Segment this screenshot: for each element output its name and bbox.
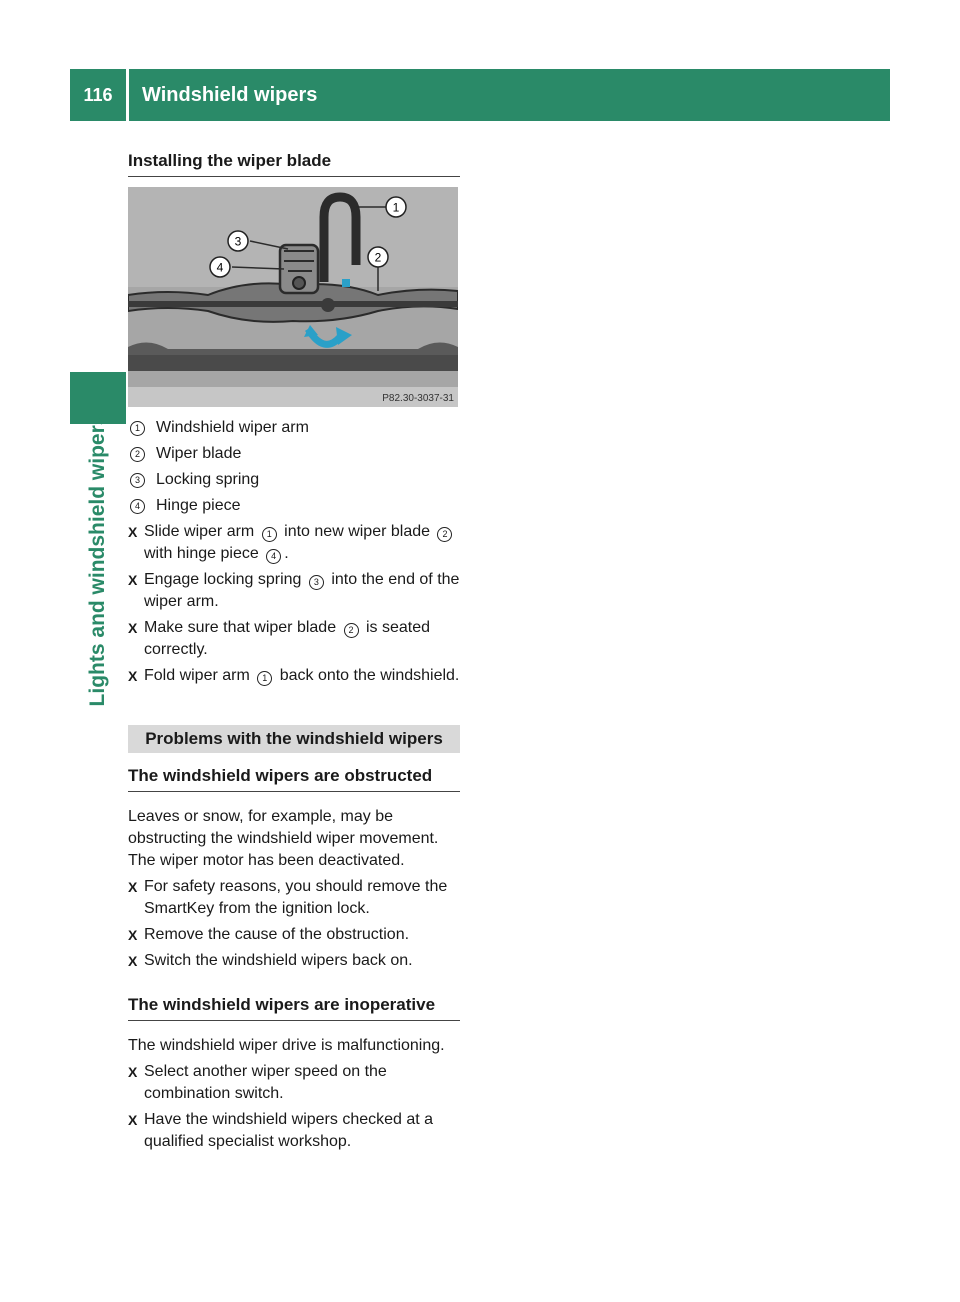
step-text: Make sure that wiper blade 2 is seated correctly. <box>144 619 431 658</box>
step-marker: X <box>128 572 138 588</box>
step-item <box>128 924 460 946</box>
step-text: Select another wiper speed on the combination switch. <box>144 1063 387 1102</box>
chapter-label: Lights and windshield wipers <box>86 413 109 707</box>
svg-text:3: 3 <box>234 234 242 249</box>
legend-text: Locking spring <box>156 471 260 488</box>
legend <box>128 417 460 517</box>
step-marker: X <box>128 668 138 684</box>
page-number: 116 <box>83 84 113 105</box>
step-text: Fold wiper arm 1 back onto the windshield. <box>144 667 460 684</box>
step-item <box>128 876 460 920</box>
legend-text: Wiper blade <box>156 445 242 462</box>
step-marker: X <box>128 1112 138 1128</box>
step-marker: X <box>128 927 138 943</box>
paragraph: The windshield wiper drive is malfunctioning. <box>128 1037 445 1054</box>
step-marker: X <box>128 953 138 969</box>
step-item <box>128 950 460 972</box>
legend-item <box>128 495 460 517</box>
step-text: Slide wiper arm 1 into new wiper blade 2 with hinge piece 4 . <box>144 521 460 565</box>
wiper-blade-illustration <box>128 187 458 407</box>
step-item <box>128 1061 460 1105</box>
step-item <box>128 1109 460 1153</box>
legend-text: Hinge piece <box>156 497 241 514</box>
step-text: Remove the cause of the obstruction. <box>144 926 410 943</box>
legend-text: Windshield wiper arm <box>156 419 309 436</box>
step-marker: X <box>128 620 138 636</box>
header-divider <box>126 69 129 121</box>
callout-2 <box>368 247 388 267</box>
callout-number: 3 <box>130 473 145 488</box>
subheading-inoperative: The windshield wipers are inoperative <box>128 994 460 1021</box>
step-text: For safety reasons, you should remove the SmartKey from the ignition lock. <box>144 878 448 917</box>
step-text: Have the windshield wipers checked at a qualified specialist workshop. <box>144 1111 434 1150</box>
legend-item <box>128 469 460 491</box>
paragraph: Leaves or snow, for example, may be obstructing the windshield wiper movement. The wiper motor has been deactivated. <box>128 808 439 869</box>
figure-code: P82.30-3037-31 <box>382 393 454 404</box>
step-item <box>128 665 460 687</box>
callout-3 <box>228 231 248 251</box>
subheading-obstructed: The windshield wipers are obstructed <box>128 765 460 792</box>
step-item <box>128 521 460 565</box>
callout-number: 2 <box>130 447 145 462</box>
callout-number: 4 <box>130 499 145 514</box>
section-band-problems: Problems with the windshield wipers <box>128 725 460 753</box>
page-title: Windshield wipers <box>142 83 318 106</box>
step-item <box>128 617 460 661</box>
legend-item <box>128 417 460 439</box>
svg-text:2: 2 <box>374 250 382 265</box>
step-text: Switch the windshield wipers back on. <box>144 952 413 969</box>
callout-4 <box>210 257 230 277</box>
callout-1 <box>386 197 406 217</box>
callout-number: 1 <box>130 421 145 436</box>
main-column <box>128 150 460 1153</box>
svg-text:4: 4 <box>216 260 224 275</box>
section-heading-install: Installing the wiper blade <box>128 150 460 177</box>
svg-text:1: 1 <box>392 200 400 215</box>
step-marker: X <box>128 1064 138 1080</box>
step-marker: X <box>128 524 138 540</box>
step-item <box>128 569 460 613</box>
step-marker: X <box>128 879 138 895</box>
legend-item <box>128 443 460 465</box>
step-text: Engage locking spring 3 into the end of the wiper arm. <box>144 571 460 610</box>
